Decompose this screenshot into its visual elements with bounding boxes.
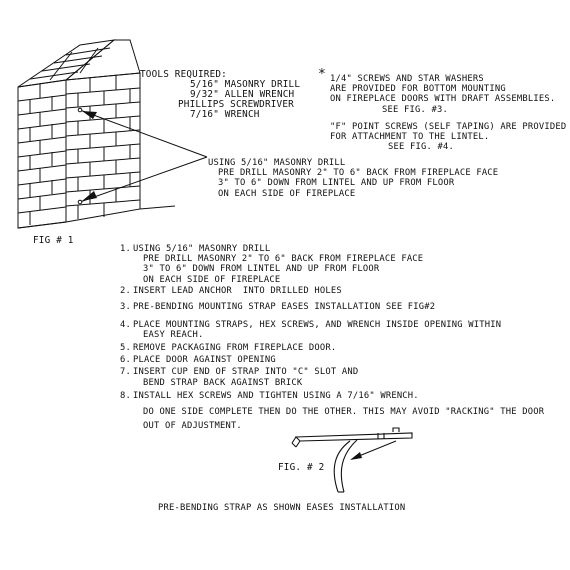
drill-callout-line: PRE DRILL MASONRY 2" TO 6" BACK FROM FIREPLACE FACE bbox=[218, 168, 499, 178]
screws-note-line: 1/4" SCREWS AND STAR WASHERS bbox=[330, 74, 484, 84]
fig2-label: FIG. # 2 bbox=[278, 462, 325, 473]
step-text: USING 5/16" MASONRY DRILL bbox=[133, 244, 271, 254]
step-text: PLACE MOUNTING STRAPS, HEX SCREWS, AND WRENCH INSIDE OPENING WITHIN bbox=[133, 320, 502, 330]
step-text: EASY REACH. bbox=[143, 330, 204, 340]
tool-item: 7/16" WRENCH bbox=[190, 109, 260, 120]
fpoint-note-line: FOR ATTACHMENT TO THE LINTEL. bbox=[330, 132, 490, 142]
step-text: REMOVE PACKAGING FROM FIREPLACE DOOR. bbox=[133, 343, 337, 353]
screws-note-line: ON FIREPLACE DOORS WITH DRAFT ASSEMBLIES. bbox=[330, 94, 556, 104]
step-text: INSERT LEAD ANCHOR INTO DRILLED HOLES bbox=[133, 286, 342, 296]
drill-callout-line: USING 5/16" MASONRY DRILL bbox=[208, 158, 346, 168]
tools-heading: TOOLS REQUIRED: bbox=[140, 69, 227, 80]
tool-item: PHILLIPS SCREWDRIVER bbox=[178, 99, 294, 110]
step-number: 8. bbox=[120, 391, 131, 401]
asterisk-marker: * bbox=[318, 67, 327, 82]
step-number: 7. bbox=[120, 367, 131, 377]
tool-item: 9/32" ALLEN WRENCH bbox=[190, 89, 295, 100]
step-text: DO ONE SIDE COMPLETE THEN DO THE OTHER. THIS MAY AVOID "RACKING" THE DOOR bbox=[143, 407, 545, 417]
fig2-caption: PRE-BENDING STRAP AS SHOWN EASES INSTALLATION bbox=[158, 503, 406, 513]
step-number: 3. bbox=[120, 302, 131, 312]
step-text: ON EACH SIDE OF FIREPLACE bbox=[143, 275, 281, 285]
step-text: PRE DRILL MASONRY 2" TO 6" BACK FROM FIREPLACE FACE bbox=[143, 254, 424, 264]
step-text: OUT OF ADJUSTMENT. bbox=[143, 421, 242, 431]
step-text: PLACE DOOR AGAINST OPENING bbox=[133, 355, 276, 365]
step-number: 6. bbox=[120, 355, 131, 365]
step-text: BEND STRAP BACK AGAINST BRICK bbox=[143, 378, 303, 388]
drill-callout-line: ON EACH SIDE OF FIREPLACE bbox=[218, 189, 356, 199]
fpoint-note-line: SEE FIG. #4. bbox=[388, 142, 454, 152]
step-text: INSTALL HEX SCREWS AND TIGHTEN USING A 7/16" WRENCH. bbox=[133, 391, 419, 401]
step-text: PRE-BENDING MOUNTING STRAP EASES INSTALLATION SEE FIG#2 bbox=[133, 302, 436, 312]
screws-note-line: ARE PROVIDED FOR BOTTOM MOUNTING bbox=[330, 84, 506, 94]
step-number: 2. bbox=[120, 286, 131, 296]
step-number: 4. bbox=[120, 320, 131, 330]
drill-callout-line: 3" TO 6" DOWN FROM LINTEL AND UP FROM FLOOR bbox=[218, 178, 455, 188]
step-number: 5. bbox=[120, 343, 131, 353]
step-text: INSERT CUP END OF STRAP INTO "C" SLOT AND bbox=[133, 367, 359, 377]
step-text: 3" TO 6" DOWN FROM LINTEL AND UP FROM FLOOR bbox=[143, 264, 380, 274]
tool-item: 5/16" MASONRY DRILL bbox=[190, 79, 301, 90]
fpoint-note-line: "F" POINT SCREWS (SELF TAPING) ARE PROVIDED bbox=[330, 122, 567, 132]
step-number: 1. bbox=[120, 244, 131, 254]
screws-note-line: SEE FIG. #3. bbox=[382, 105, 448, 115]
fig1-label: FIG # 1 bbox=[33, 235, 74, 246]
